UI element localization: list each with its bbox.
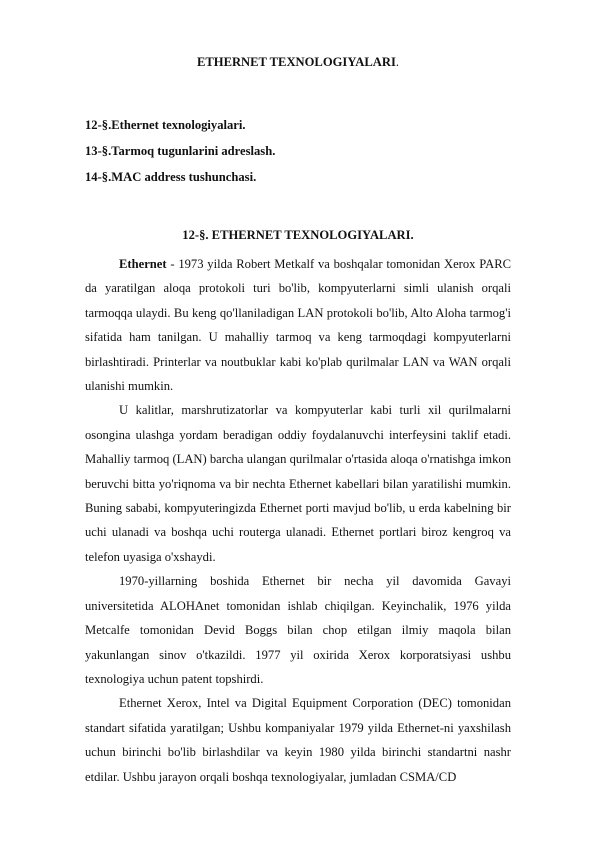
title-dot: .	[395, 55, 400, 69]
section-body	[85, 252, 511, 789]
paragraph-1-text: - 1973 yilda Robert Metkalf va boshqalar tomonidan Xerox PARC da yaratilgan aloqa protokoli turi bo'lib, kompyuterlarni simli ulanish orqali tarmoqqa ulaydi. Bu keng qo'llaniladigan LAN protokoli bo'lib, Alto Aloha tarmog'i sifatida ham tanilgan. U mahalliy tarmoq va keng tarmoqdagi kompyuterlarni birlashtiradi. Printerlar va noutbuklar kabi ko'plab qurilmalar LAN va WAN orqali ulanishi mumkin.	[85, 257, 511, 394]
section-heading: 12-§. ETHERNET TEXNOLOGIYALARI.	[182, 228, 414, 242]
title-text: ETHERNET TEXNOLOGIYALARI	[196, 55, 396, 69]
toc-item: 14-§.MAC address tushunchasi.	[85, 170, 257, 184]
term-ethernet: Ethernet	[119, 257, 167, 271]
paragraph-4: Ethernet Xerox, Intel va Digital Equipment Corporation (DEC) tomonidan standart sifatida yaratilgan; Ushbu kompaniyalar 1979 yilda Ethernet-ni yaxshilash uchun birinchi bo'lib birlashdilar va keyin 1980 yilda birinchi standartni nashr etdilar. Ushbu jarayon orqali boshqa texnologiyalar, jumladan CSMA/CD	[85, 696, 511, 784]
toc-item: 13-§.Tarmoq tugunlarini adreslash.	[85, 144, 276, 158]
toc-item: 12-§.Ethernet texnologiyalari.	[85, 118, 246, 132]
paragraph-3: 1970-yillarning boshida Ethernet bir necha yil davomida Gavayi universitetida ALOHAnet tomonidan ishlab chiqilgan. Keyinchalik, 1976 yilda Metcalfe tomonidan Devid Boggs bilan chop etilgan ilmiy maqola bilan yakunlangan sinov o'tkazildi. 1977 yil oxirida Xerox korporatsiyasi ushbu texnologiya uchun patent topshirdi.	[85, 574, 511, 686]
paragraph-2: U kalitlar, marshrutizatorlar va kompyuterlar kabi turli xil qurilmalarni osongina ulashga yordam beradigan oddiy foydalanuvchi interfeysini taklif etadi. Mahalliy tarmoq (LAN) barcha ulangan qurilmalar o'rtasida aloqa o'rnatishga imkon beruvchi bitta yo'riqnoma va bir nechta Ethernet kabellari bilan yaratilishi mumkin. Buning sababi, kompyuteringizda Ethernet porti mavjud bo'lib, u erda kabelning bir uchi ulanadi va boshqa uchi routerga ulanadi. Ethernet portlari biroz kengroq va telefon uyasiga o'xshaydi.	[85, 403, 511, 564]
document-title	[85, 55, 511, 70]
paragraph-1	[85, 252, 511, 398]
table-of-contents	[85, 112, 275, 190]
